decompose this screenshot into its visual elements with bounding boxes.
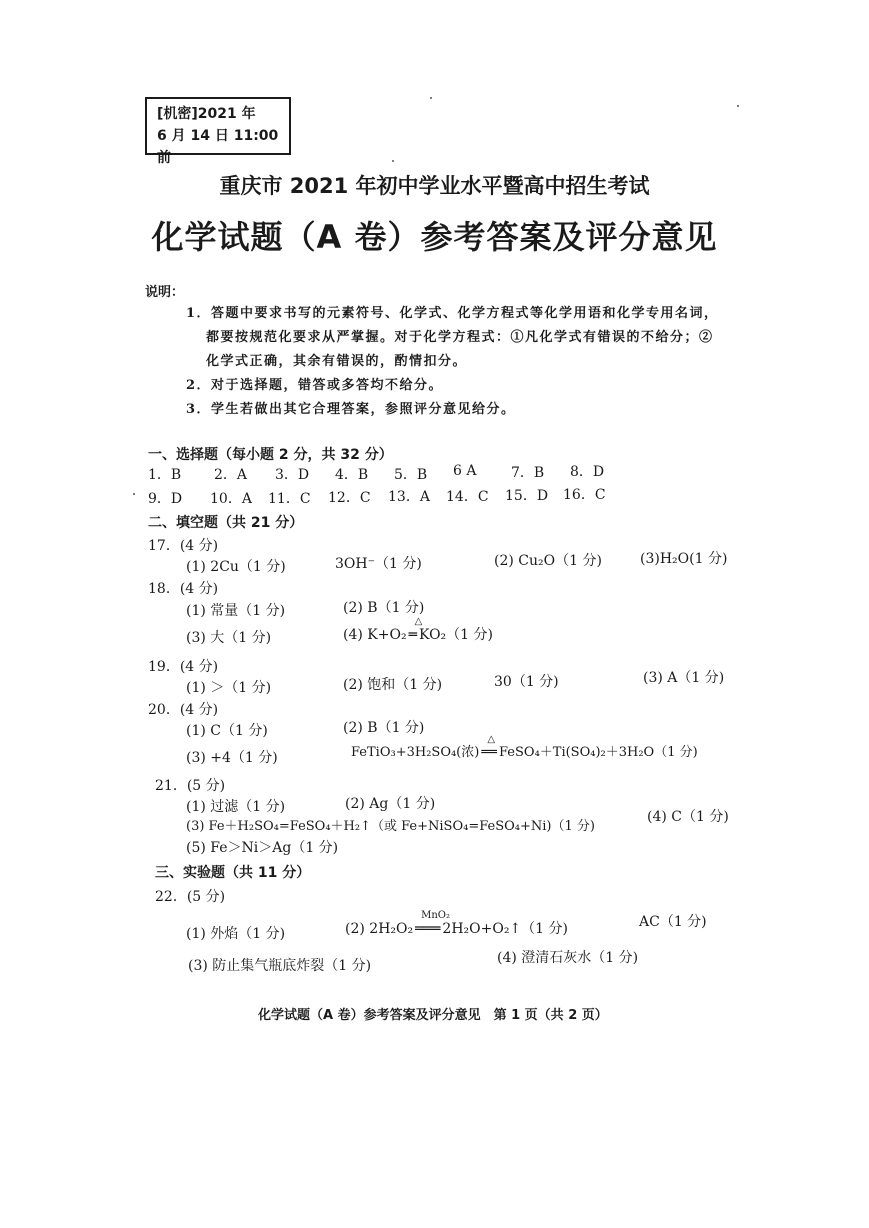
equation-products: 2H₂O+O₂↑（1 分) bbox=[442, 921, 568, 937]
equation-reactants: (2) 2H₂O₂ bbox=[345, 921, 414, 937]
equation-products: KO₂（1 分) bbox=[419, 627, 493, 643]
note-line-2: 都要按规范化要求从严掌握。对于化学方程式：①凡化学式有错误的不给分；② bbox=[206, 330, 714, 345]
heat-symbol: △ bbox=[414, 616, 423, 627]
q18-answer-2: (2) B（1 分) bbox=[343, 600, 425, 616]
q17-answer-1: (1) 2Cu（1 分) bbox=[186, 559, 286, 575]
exam-title: 重庆市 2021 年初中学业水平暨高中招生考试 bbox=[219, 174, 650, 198]
q19-label: 19．(4 分) bbox=[148, 659, 219, 675]
catalyst-label: MnO₂ bbox=[421, 910, 450, 921]
q19-answer-2: (2) 饱和（1 分) bbox=[343, 677, 443, 693]
note-line-3: 化学式正确，其余有错误的，酌情扣分。 bbox=[206, 354, 468, 369]
q20-label: 20．(4 分) bbox=[148, 702, 219, 718]
choice-answer: 7．B bbox=[511, 465, 545, 481]
equals-sign: ═ bbox=[408, 627, 417, 643]
section-experiment-heading: 三、实验题（共 11 分） bbox=[155, 865, 311, 881]
choice-answer: 13．A bbox=[388, 489, 430, 505]
choice-answer: 14．C bbox=[446, 489, 489, 505]
q21-answer-2: (2) Ag（1 分) bbox=[345, 796, 436, 812]
equals-sign: ══ bbox=[481, 745, 497, 760]
note-line-4: 2．对于选择题，错答或多答均不给分。 bbox=[186, 378, 444, 393]
q18-answer-4 bbox=[343, 616, 493, 644]
q17-label: 17．(4 分) bbox=[148, 538, 219, 554]
q17-answer-3: (2) Cu₂O（1 分) bbox=[494, 553, 602, 569]
scan-speck bbox=[737, 105, 739, 107]
q22-answer-3: AC（1 分) bbox=[639, 914, 707, 930]
q21-answer-4: (4) C（1 分) bbox=[647, 809, 729, 825]
equation-reactants: FeTiO₃+3H₂SO₄(浓) bbox=[351, 745, 480, 760]
choice-answer: 9．D bbox=[148, 491, 183, 507]
q21-label: 21．(5 分) bbox=[155, 778, 226, 794]
q22-answer-4: (3) 防止集气瓶底炸裂（1 分) bbox=[188, 958, 372, 974]
scan-speck bbox=[430, 97, 432, 99]
choice-answer: 1．B bbox=[148, 467, 182, 483]
equation-products: FeSO₄＋Ti(SO₄)₂＋3H₂O（1 分) bbox=[499, 745, 698, 760]
q22-answer-5: (4) 澄清石灰水（1 分) bbox=[497, 950, 639, 966]
q21-answer-1: (1) 过滤（1 分) bbox=[186, 799, 286, 815]
q20-answer-1: (1) C（1 分) bbox=[186, 723, 268, 739]
q19-answer-4: (3) A（1 分) bbox=[643, 670, 725, 686]
q18-answer-1: (1) 常量（1 分) bbox=[186, 603, 286, 619]
equation-arrow bbox=[413, 910, 450, 937]
confidential-stamp bbox=[145, 97, 291, 166]
q22-answer-2 bbox=[345, 910, 568, 938]
q17-answer-4: (3)H₂O(1 分) bbox=[640, 551, 728, 567]
choice-answer: 11．C bbox=[268, 491, 311, 507]
q20-answer-4 bbox=[351, 734, 698, 760]
stamp-line-1: [机密]2021 年 bbox=[157, 106, 256, 122]
q20-answer-2: (2) B（1 分) bbox=[343, 720, 425, 736]
choice-answer: 5．B bbox=[394, 467, 428, 483]
q18-label: 18．(4 分) bbox=[148, 581, 219, 597]
choice-answer: 4．B bbox=[335, 467, 369, 483]
q18-answer-3: (3) 大（1 分) bbox=[186, 630, 272, 646]
section-choice-heading: 一、选择题（每小题 2 分，共 32 分） bbox=[148, 447, 393, 463]
q19-answer-1: (1) ＞（1 分) bbox=[186, 680, 272, 696]
choice-answer: 6 A bbox=[453, 463, 477, 479]
equation-arrow bbox=[479, 734, 499, 760]
note-line-5: 3．学生若做出其它合理答案，参照评分意见给分。 bbox=[186, 402, 516, 417]
notes-heading: 说明： bbox=[145, 285, 185, 300]
stamp-line-2: 6 月 14 日 11:00 前 bbox=[157, 128, 279, 166]
scan-speck bbox=[392, 160, 394, 162]
choice-answer: 16．C bbox=[563, 487, 606, 503]
note-line-1: 1．答题中要求书写的元素符号、化学式、化学方程式等化学用语和化学专用名词， bbox=[186, 306, 719, 321]
choice-answer: 10．A bbox=[210, 491, 252, 507]
choice-answer: 2．A bbox=[214, 467, 248, 483]
scan-speck bbox=[133, 493, 135, 495]
document-title: 化学试题（A 卷）参考答案及评分意见 bbox=[151, 218, 718, 256]
equals-sign: ═══ bbox=[415, 921, 441, 937]
q20-answer-3: (3) +4（1 分) bbox=[186, 750, 278, 766]
heat-symbol: △ bbox=[487, 734, 496, 745]
q21-answer-5: (5) Fe＞Ni＞Ag（1 分) bbox=[186, 840, 339, 856]
q21-answer-3: (3) Fe＋H₂SO₄=FeSO₄＋H₂↑（或 Fe+NiSO₄=FeSO₄+Ni)（1 分) bbox=[186, 819, 595, 834]
q17-answer-2: 3OH⁻（1 分) bbox=[335, 556, 422, 572]
equation-reactants: (4) K+O₂ bbox=[343, 627, 407, 643]
section-fill-heading: 二、填空题（共 21 分） bbox=[148, 515, 304, 531]
choice-answer: 15．D bbox=[505, 488, 549, 504]
equation-arrow bbox=[407, 616, 423, 643]
page-footer: 化学试题（A 卷）参考答案及评分意见 第 1 页（共 2 页） bbox=[258, 1008, 608, 1023]
q22-answer-1: (1) 外焰（1 分) bbox=[186, 926, 286, 942]
choice-answer: 8．D bbox=[570, 464, 605, 480]
choice-answer: 12．C bbox=[328, 490, 371, 506]
choice-answer: 3．D bbox=[275, 467, 310, 483]
q19-answer-3: 30（1 分) bbox=[494, 674, 559, 690]
q22-label: 22．(5 分) bbox=[155, 889, 226, 905]
